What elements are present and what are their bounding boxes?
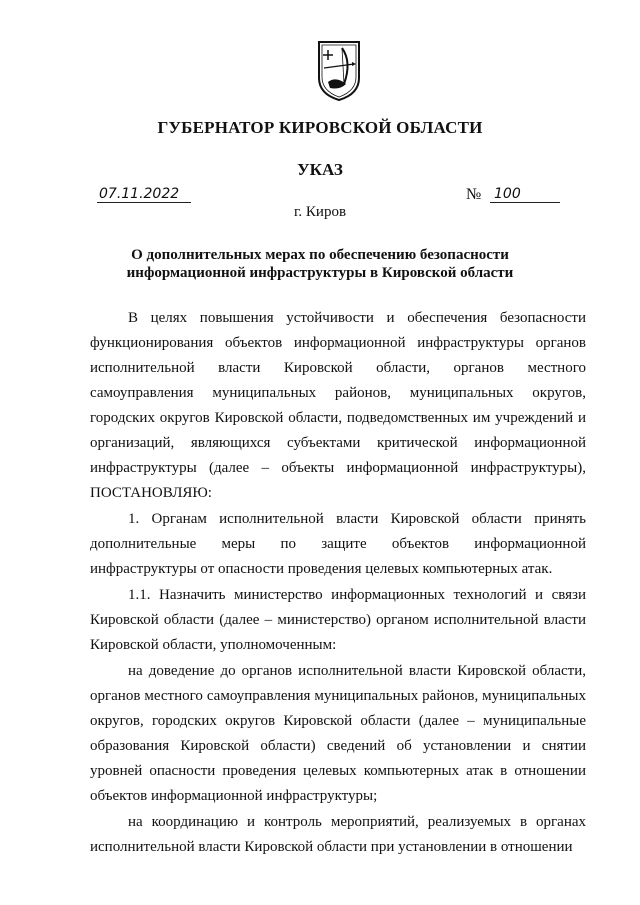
heading-line-2: информационной инфраструктуры в Кировской области	[126, 265, 514, 281]
paragraph-subitem-coordination: на координацию и контроль мероприятий, реализуемых в органах исполнительной власти Кировской области при установлении в отношении	[90, 814, 586, 855]
paragraph-subitem-notification: на доведение до органов исполнительной власти Кировской области, органов местного самоуправления муниципальных районов, муниципальных округов, городских округов Кировской области (далее – муниципальные образования Кировской области) сведений об установлении и снятии уровней опасности проведения целевых компьютерных атак в отношении объектов информационной инфраструктуры;	[90, 663, 586, 804]
paragraph-item-1-1: 1.1. Назначить министерство информационных технологий и связи Кировской области (далее – министерство) органом исполнительной власти Кировской области, уполномоченным:	[90, 587, 586, 653]
heading-line-1: О дополнительных мерах по обеспечению безопасности	[131, 247, 509, 263]
document-number: 100	[490, 186, 560, 203]
city: г. Киров	[293, 204, 347, 220]
document-body	[90, 306, 586, 860]
document-type: УКАЗ	[297, 160, 343, 179]
authority-title: ГУБЕРНАТОР КИРОВСКОЙ ОБЛАСТИ	[157, 118, 483, 137]
paragraph-preamble: В целях повышения устойчивости и обеспечения безопасности функционирования объектов информационной инфраструктуры органов исполнительной власти Кировской области, органов местного самоуправления муниципальных районов, муниципальных округов, городских округов Кировской области, подведомственных им учреждений и организаций, являющихся субъектами критической информационной инфраструктуры (далее – объекты информационной инфраструктуры), ПОСТАНОВЛЯЮ:	[90, 310, 586, 501]
number-label: №	[466, 186, 482, 203]
paragraph-item-1: 1. Органам исполнительной власти Кировской области принять дополнительные меры по защите объектов информационной инфраструктуры от опасности проведения целевых компьютерных атак.	[90, 511, 586, 577]
document-heading	[0, 246, 640, 282]
document-date: 07.11.2022	[97, 186, 191, 203]
coat-of-arms-icon	[316, 40, 362, 102]
